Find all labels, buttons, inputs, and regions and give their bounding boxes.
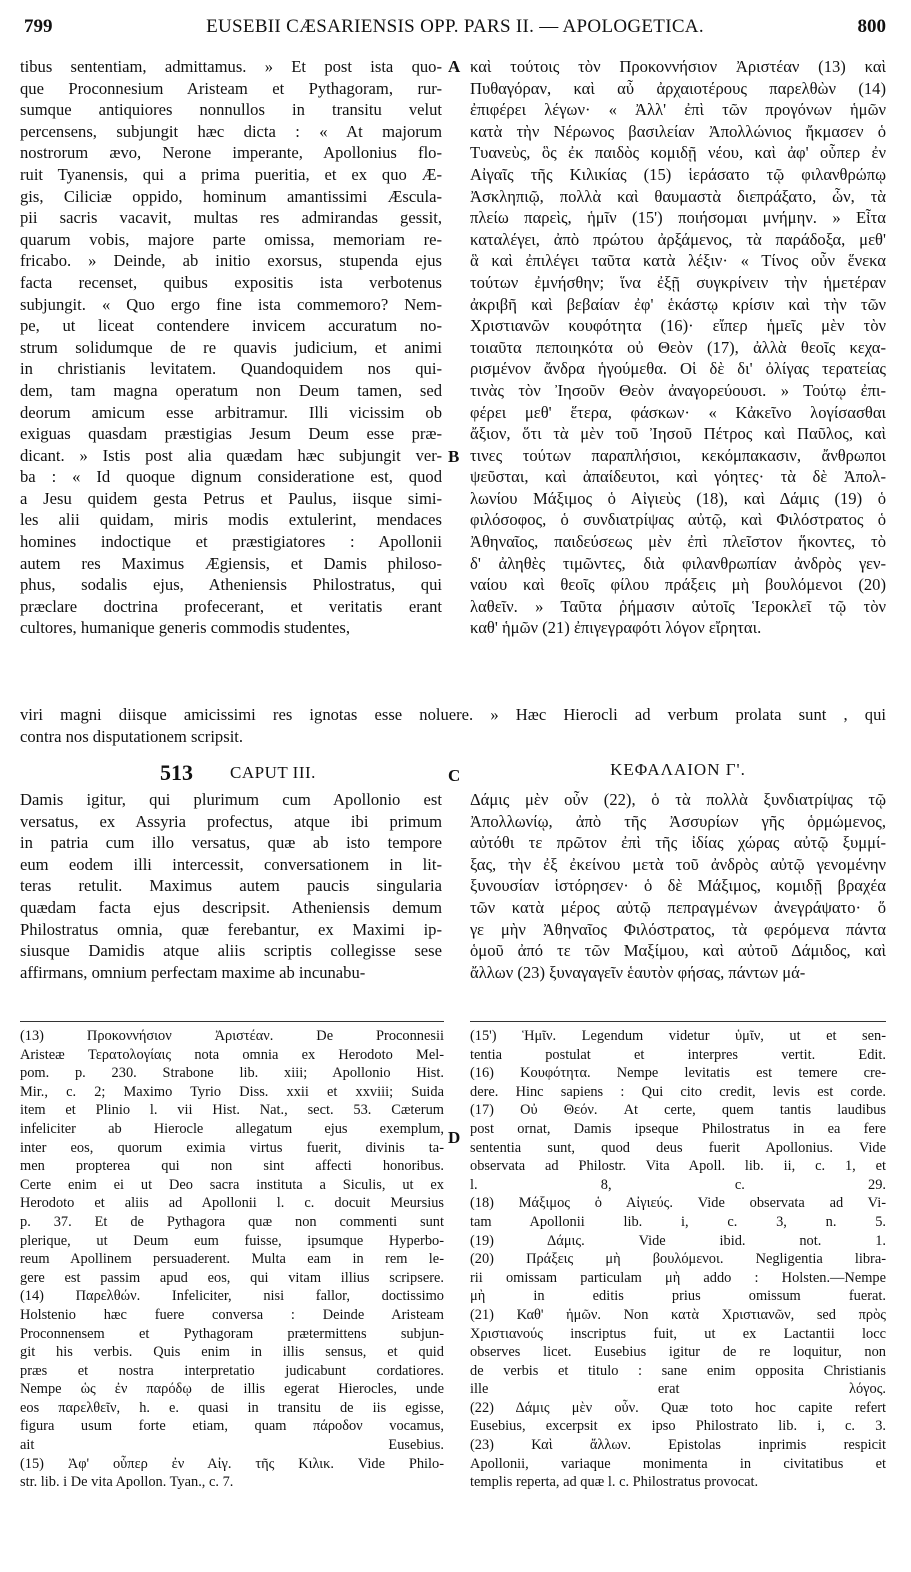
text-line: tam Apollonii lib. i, c. 3, n. 5. — [470, 1213, 886, 1230]
text-line: percensens, subjungit hæc dicta : « At majorum — [20, 121, 442, 141]
text-line: ἄλλων (23) ξυναγαγεῖν ἑαυτὸν φήσας, πάντων μά- — [470, 962, 806, 982]
greek-column-top — [470, 56, 886, 639]
text-line: (23) Καὶ ἄλλων. Epistolas inprimis respicit — [470, 1437, 886, 1454]
text-line: Πυθαγόραν, καὶ αὖ ἀρχαιοτέρους παρελθὼν (14) — [470, 78, 886, 98]
text-line: dicant. » Istis post alia quædam hæc subjungit ver- — [20, 445, 442, 465]
text-line: ψεῦσται, καὶ ἀπαίδευτοι, καὶ γόητες· τὰ δὲ Ἀπολ- — [470, 467, 886, 487]
text-line: phus, sodalis ejus, Atheniensis Philostratus, qui — [20, 575, 442, 595]
text-line: (13) Προκοννήσιον Ἀριστέαν. De Proconnesii — [20, 1028, 444, 1044]
text-line: (15) Ἀφ' οὗπερ ἐν Αἰγ. τῆς Κιλικ. Vide Philo- — [20, 1455, 444, 1472]
page-number-right: 800 — [857, 16, 886, 37]
text-line: gis, Ciliciæ oppido, hominum amantissimi Æscula- — [20, 186, 442, 206]
text-line: (15') Ἡμῖν. Legendum videtur ὑμῖν, ut et sen- — [470, 1028, 886, 1044]
text-line: Δάμις μὲν οὖν (22), ὁ τὰ πολλὰ ξυνδιατρίψας τῷ — [470, 790, 886, 809]
column-number: 513 — [160, 760, 193, 785]
text-line: ξυνουσίαν ἱστόρησεν· ὁ δὲ Μάξιμος, κομιδῇ βραχέα — [470, 876, 886, 896]
text-line: de verbis et titulo : sane enim opposita Christianis — [470, 1362, 886, 1379]
text-line: reum Apollinem persuaderent. Multa eam in rem le- — [20, 1251, 444, 1268]
text-line: cultores, humanique generis commodis studentes, — [20, 618, 350, 638]
text-line: (21) Καθ' ἡμῶν. Non κατὰ Χριστιανῶν, sed πρὸς — [470, 1306, 886, 1323]
text-line: ρισμένον ἄνδρα ἡγούμεθα. Οἱ δὲ δι' ὀλίγας τερατείας — [470, 359, 886, 379]
margin-letter-b: B — [448, 447, 460, 466]
text-line: Apollonii, variaque monimenta in civitatibus et — [470, 1455, 886, 1472]
footnotes-left — [20, 1027, 444, 1492]
page-number-left: 799 — [24, 16, 53, 37]
footnotes-right — [470, 1027, 886, 1492]
text-line: ille erat λόγος. — [470, 1381, 886, 1398]
text-line: Philostratus omnia, quæ ferebantur, ex Maximi ip- — [20, 919, 442, 939]
text-line: Ἀθηναῖος, παιδεύσεως μὲν ἐπὶ πλεῖστον ἥκοντες, τὸ — [470, 532, 886, 552]
text-line: viri magni diisque amicissimi res ignotas esse noluere. » Hæc Hierocli ad verbum prolata sunt , qui — [20, 705, 886, 724]
text-line: Ἀπολλωνίῳ, ἀπὸ τῆς Ἀσσυρίων γῆς ὁρμώμενος, — [470, 811, 886, 831]
text-line: Herodoto et aliis ad Apollonii l. c. docuit Meursius — [20, 1195, 444, 1212]
text-line: præclare doctrina profecerant, et veritatis erant — [20, 596, 442, 616]
text-line: τῶν κατὰ μέρος αὐτῷ πεπραγμένων ἀνεγράψατο· ὅ — [470, 897, 886, 917]
text-line: Aristeæ Τερατολογίαις nota omnia ex Herodoto Mel- — [20, 1046, 444, 1063]
text-line: λαθεῖν. » Ταῦτα ῥήμασιν αὐτοῖς Ἱεροκλεῖ τῷ τὸν — [470, 596, 886, 616]
text-line: pom. p. 230. Strabone lib. xiii; Apollonio Hist. — [20, 1065, 444, 1082]
text-line: exiguas quasdam præstigias Jesum Deum esse præ- — [20, 424, 442, 444]
text-line: in christianis levitatem. Quandoquidem nos qui- — [20, 359, 442, 379]
text-line: str. lib. i De vita Apollon. Tyan., c. 7. — [20, 1474, 234, 1491]
text-line: plerique, ut Deum eum fuisse, ipsumque Hyperbo- — [20, 1232, 444, 1249]
text-line: Mir., c. 2; Maximo Tyrio Diss. xxii et xxviii; Suida — [20, 1083, 444, 1100]
text-line: templis reperta, ad quæ l. c. Philostratus provocat. — [470, 1474, 759, 1491]
text-line: figura usum forte etiam, quam πάροδον vocamus, — [20, 1418, 444, 1435]
text-line: observes licet. Eusebius igitur de re loquitur, non — [470, 1344, 886, 1361]
text-line: siusque Damidis atque aliis scriptis collegisse sese — [20, 941, 442, 961]
text-line: eos παρελθεῖν, h. e. quasi in transitu de iis egisse, — [20, 1399, 444, 1416]
text-line: strum solidumque de re quavis judicium, et animi — [20, 337, 442, 357]
text-line: ἐπιφέρει λέγων· « Ἀλλ' ἐπὶ τῶν προγόνων ἡμῶν — [470, 100, 886, 120]
text-line: Nempe ὡς ἐν παρόδῳ de illis egerat Hierocles, unde — [20, 1381, 444, 1398]
text-line: (22) Δάμις μὲν οὖν. Quæ toto hoc capite refert — [470, 1399, 886, 1416]
text-line: Χριστιανῶν κουφότητα (16)· εἴπερ ἡμεῖς μὲν τὸν — [470, 316, 886, 336]
text-line: l. 8, c. 29. — [470, 1176, 886, 1193]
margin-letter-d: D — [448, 1128, 461, 1147]
text-line: Τυανεὺς, ὃς ἐκ παιδὸς κομιδῇ νέου, καὶ ἀφ' οὗπερ ἐν — [470, 143, 886, 163]
running-title: EUSEBII CÆSARIENSIS OPP. PARS II. — APOLOGETICA. — [206, 16, 704, 37]
text-line: nostrorum ævo, Nerone imperante, Apollonius flo- — [20, 143, 442, 163]
running-header — [24, 16, 886, 44]
text-line: les alii quidam, miris modis extulerint, mendaces — [20, 510, 442, 530]
text-line: ruit Tyanensis, qui a prima pueritia, et ex quo Æ- — [20, 164, 442, 184]
text-line: Certe enim ei ut Deo sacra instituta a Siculis, ut ex — [20, 1176, 444, 1193]
text-line: (20) Πράξεις μὴ βουλόμενοι. Negligentia libra- — [470, 1251, 886, 1268]
text-line: ναίου καὶ θεοῖς φίλου πράξεις μὴ βουλόμενοι (20) — [470, 575, 886, 595]
greek-column-chapter — [470, 789, 886, 983]
text-line: inter eos, quorum eximia virtus fuerit, divinis ta- — [20, 1139, 444, 1156]
text-line: Χριστιανούς inscriptus fuit, ut ex Lactantii locc — [470, 1325, 886, 1342]
footnote-rule-left — [20, 1021, 444, 1022]
text-line: men propterea qui non sint affecti honoribus. — [20, 1158, 444, 1175]
text-line: καὶ τούτοις τὸν Προκοννήσιον Ἀριστέαν (13) καὶ — [470, 57, 886, 76]
text-line: eum eodem illi intercessit, conversationem in lit- — [20, 854, 442, 874]
text-line: δ' ἀληθὲς τιμῶντες, διὰ φιλανθρωπίαν ἀνδρὸς γεν- — [470, 553, 886, 573]
text-line: in patria cum illo versatus, quæ ab isto tempore — [20, 833, 442, 853]
text-line: κατὰ τὴν Νέρωνος βασιλείαν Ἀπολλώνιος ἤκμασεν ὁ — [470, 121, 886, 141]
latin-chapter-heading — [20, 760, 442, 788]
greek-chapter-title: ΚΕΦΑΛΑΙΟΝ Γ'. — [610, 760, 746, 779]
text-line: λωνίου Μάξιμος ὁ Αἰγιεὺς (18), καὶ Δάμις (19) ὁ — [470, 488, 886, 508]
text-line: (17) Οὐ Θεόν. At certe, quem tantis laudibus — [470, 1102, 886, 1119]
text-line: teras retulit. Maximus autem paucis singularia — [20, 876, 442, 896]
text-line: Proconnensem et Pythagoram prætermittens subjun- — [20, 1325, 444, 1342]
text-line: μὴ in editis prius omissum fuerat. — [470, 1288, 886, 1305]
text-line: deorum amicum esse arbitramur. Illi vicissim ob — [20, 402, 442, 422]
text-line: tibus sententiam, admittamus. » Et post ista quo- — [20, 57, 442, 76]
latin-column-chapter — [20, 789, 442, 983]
text-line: rii omissam particulam μὴ addo : Holsten.—Nempe — [470, 1269, 886, 1286]
text-line: post ornat, Damis ipseque Philostratus in ea fere — [470, 1120, 886, 1137]
text-line: καταλέγει, ἀπὸ πρώτου ἀρξάμενος, τὰ παράδοξα, μεθ' — [470, 229, 886, 249]
text-line: dere. Hinc sapiens : Qui cito credit, levis est corde. — [470, 1083, 886, 1100]
text-line: τινὰς τὸν Ἰησοῦν Θεὸν ἀναγορεύουσι. » Τούτῳ ἐπι- — [470, 380, 886, 400]
text-line: (16) Κουφότητα. Nempe levitatis est temere cre- — [470, 1065, 886, 1082]
text-line: Damis igitur, qui plurimum cum Apollonio est — [20, 790, 442, 809]
text-line: ἀκριβῆ καὶ βεβαίαν ἐφ' ἑκάστῳ κρίσιν καὶ τὴν τῶν — [470, 294, 886, 314]
text-line: Ἀσκληπιῷ, πολλὰ καὶ θαυμαστὰ διεπράξατο, ὧν, τὰ — [470, 186, 886, 206]
text-line: τοιαῦτα πεποιηκότα οὐ Θεὸν (17), ἀλλὰ θεοῖς κεχα- — [470, 337, 886, 357]
text-line: ἃ καὶ ἐπιλέγει ταῦτα κατὰ λέξιν· « Τίνος οὖν ἕνεκα — [470, 251, 886, 271]
text-line: a Jesu quidem gesta Petrus et Paulus, iisque simi- — [20, 488, 442, 508]
text-line: quarum vobis, majore parte omissa, memoriam re- — [20, 229, 442, 249]
text-line: autem res Maximus Ægiensis, et Damis philoso- — [20, 553, 442, 573]
latin-chapter-title: CAPUT III. — [230, 763, 316, 782]
text-line: fricabo. » Deinde, ab initio exorsus, stupenda ejus — [20, 251, 442, 271]
text-line: Eusebius, excerpsit ex ipso Philostrato lib. i, c. 3. — [470, 1418, 886, 1435]
text-line: que Proconnesium Aristeam et Pythagoram, rur- — [20, 78, 442, 98]
margin-letter-a: A — [448, 57, 461, 76]
text-line: τούτων ἐμνήσθην; ἵνα ἐξῇ συγκρίνειν τὴν ἡμετέραν — [470, 272, 886, 292]
latin-column-top — [20, 56, 442, 639]
text-line: p. 37. Et de Pythagora quæ non commenti sunt — [20, 1213, 444, 1230]
footnote-rule-right — [470, 1021, 886, 1022]
text-line: affirmans, omnium perfectam maxime ab incunabu- — [20, 962, 366, 982]
text-line: ait Eusebius. — [20, 1437, 444, 1454]
text-line: φιλόσοφος, ὁ συνδιατρίψας αὐτῷ, καὶ Φιλόστρατος ὁ — [470, 510, 886, 530]
text-line: contra nos disputationem scripsit. — [20, 726, 244, 746]
text-line: sumque antiquiores nonnullos in transitu velut — [20, 100, 442, 120]
text-line: ἄξιον, ὅτι τὰ μὲν τοῦ Ἰησοῦ Πέτρος καὶ Παῦλος, καὶ — [470, 424, 886, 444]
text-line: αὐτόθι τε πρῶτον ἐπὶ τῆς ἰδίας χώρας αὐτῷ ξυμμί- — [470, 833, 886, 853]
text-line: versatus, ex Assyria profectus, atque ibi primum — [20, 811, 442, 831]
text-line: φέρει μεθ' ἕτερα, φάσκων· « Κἀκεῖνο λογίσασθαι — [470, 402, 886, 422]
text-line: Holstenio hæc fuere conversa : Deinde Aristeam — [20, 1306, 444, 1323]
text-line: (18) Μάξιμος ὁ Αἰγιεύς. Vide observata ad Vi- — [470, 1195, 886, 1212]
text-line: pe, ut liceat contendere invicem accuratum no- — [20, 316, 442, 336]
full-width-paragraph — [20, 704, 886, 747]
text-line: observata ad Philostr. Vita Apoll. lib. ii, c. 1, et — [470, 1158, 886, 1175]
text-line: gere est passim apud eos, qui vitam illius scripsere. — [20, 1269, 444, 1286]
text-line: item et Plinio l. vii Hist. Nat., sect. 53. Cæterum — [20, 1102, 444, 1119]
text-line: dem, tam magna operatum non Deum tamen, sed — [20, 380, 442, 400]
text-line: τινες τούτων παραπλήσιοι, κεκόμπακασιν, ἄνθρωποι — [470, 445, 886, 465]
text-line: homines indoctique et præstigiatores : Apollonii — [20, 532, 442, 552]
text-line: tentia postulat et interpres vertit. Edit. — [470, 1046, 886, 1063]
text-line: facta recenset, quibus expositis ista verbotenus — [20, 272, 442, 292]
text-line: γε μὴν Ἀθηναῖος Φιλόστρατος, τὰ φερόμενα πάντα — [470, 919, 886, 939]
text-line: præs et nostra interpretatio judicabunt cordatiores. — [20, 1362, 444, 1379]
text-line: (19) Δάμις. Vide ibid. not. 1. — [470, 1232, 886, 1249]
text-line: pii sacris vacavit, multas res admirandas gessit, — [20, 208, 442, 228]
text-line: (14) Παρελθών. Infeliciter, nisi fallor, doctissimo — [20, 1288, 444, 1305]
text-line: quædam facta ejus descripsit. Atheniensis demum — [20, 897, 442, 917]
text-line: git his verbis. Quis enim in illis sensus, et quid — [20, 1344, 444, 1361]
text-line: ba : « Id quoque dignum consideratione est, quod — [20, 467, 442, 487]
text-line: καθ' ἡμῶν (21) ἐπιγεγραφότι λόγον εἴρηται. — [470, 618, 762, 638]
text-line: infeliciter ab Hierocle allegatum ejus exemplum, — [20, 1120, 444, 1137]
text-line: ξας, τὴν ἐξ ἐκείνου μετὰ τοῦ ἀνδρὸς αὐτῷ γενομένην — [470, 854, 886, 874]
text-line: subjungit. « Quo ergo fine ista commemoro? Nem- — [20, 294, 442, 314]
text-line: πλείω παρεὶς, ἡμῖν (15') ποιήσομαι μνήμην. » Εἶτα — [470, 208, 886, 228]
text-line: Αἰγαῖς τῆς Κιλικίας (15) ἱεράσατο τῷ φιλανθρώπῳ — [470, 164, 886, 184]
margin-letter-c: C — [448, 766, 461, 785]
text-line: sententia sunt, quod deus fuerit Apollonius. Vide — [470, 1139, 886, 1156]
text-line: ὁμοῦ ἀπό τε τῶν Μαξίμου, καὶ αὐτοῦ Δάμιδος, καὶ — [470, 941, 886, 961]
